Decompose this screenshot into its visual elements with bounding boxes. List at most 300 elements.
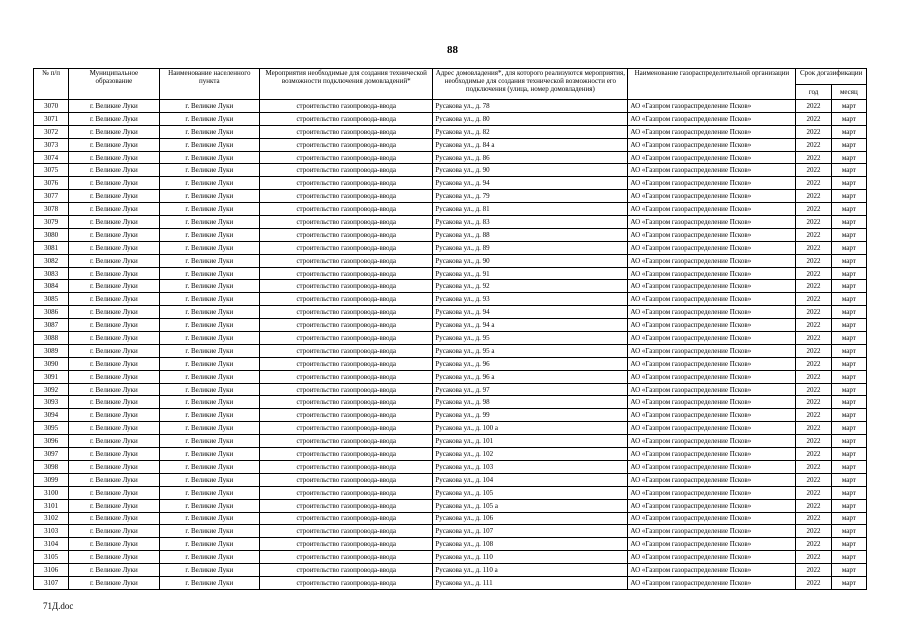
row-year: 2022 <box>796 344 831 357</box>
table-row <box>34 203 867 216</box>
row-settlement: г. Великие Луки <box>159 125 260 138</box>
row-month: март <box>831 525 866 538</box>
table-row <box>34 241 867 254</box>
row-settlement: г. Великие Луки <box>159 112 260 125</box>
row-address: Русакова ул., д. 104 <box>433 473 628 486</box>
row-address: Русакова ул., д. 105 а <box>433 499 628 512</box>
header-organization: Наименование газораспределительной организации <box>628 69 796 100</box>
row-organization: АО «Газпром газораспределение Псков» <box>628 538 796 551</box>
row-address: Русакова ул., д. 108 <box>433 538 628 551</box>
table-row <box>34 125 867 138</box>
row-organization: АО «Газпром газораспределение Псков» <box>628 422 796 435</box>
row-measure: строительство газопровода-ввода <box>260 293 433 306</box>
table-row <box>34 576 867 589</box>
row-municipality: г. Великие Луки <box>69 228 159 241</box>
row-settlement: г. Великие Луки <box>159 164 260 177</box>
row-number: 3096 <box>34 435 69 448</box>
row-address: Русакова ул., д. 106 <box>433 512 628 525</box>
row-municipality: г. Великие Луки <box>69 241 159 254</box>
row-settlement: г. Великие Луки <box>159 280 260 293</box>
row-organization: АО «Газпром газораспределение Псков» <box>628 138 796 151</box>
row-year: 2022 <box>796 100 831 113</box>
row-year: 2022 <box>796 564 831 577</box>
row-number: 3077 <box>34 190 69 203</box>
row-settlement: г. Великие Луки <box>159 190 260 203</box>
row-address: Русакова ул., д. 92 <box>433 280 628 293</box>
row-month: март <box>831 357 866 370</box>
row-measure: строительство газопровода-ввода <box>260 525 433 538</box>
row-number: 3090 <box>34 357 69 370</box>
row-municipality: г. Великие Луки <box>69 383 159 396</box>
row-month: март <box>831 100 866 113</box>
row-number: 3105 <box>34 551 69 564</box>
row-number: 3091 <box>34 370 69 383</box>
table-row <box>34 138 867 151</box>
row-month: март <box>831 538 866 551</box>
row-measure: строительство газопровода-ввода <box>260 512 433 525</box>
row-month: март <box>831 370 866 383</box>
row-month: март <box>831 564 866 577</box>
row-number: 3081 <box>34 241 69 254</box>
row-measure: строительство газопровода-ввода <box>260 306 433 319</box>
row-organization: АО «Газпром газораспределение Псков» <box>628 370 796 383</box>
row-year: 2022 <box>796 151 831 164</box>
row-month: март <box>831 460 866 473</box>
row-month: март <box>831 164 866 177</box>
row-organization: АО «Газпром газораспределение Псков» <box>628 512 796 525</box>
gasification-table <box>33 68 867 590</box>
row-number: 3107 <box>34 576 69 589</box>
row-municipality: г. Великие Луки <box>69 512 159 525</box>
row-year: 2022 <box>796 576 831 589</box>
row-month: март <box>831 486 866 499</box>
row-number: 3097 <box>34 448 69 461</box>
row-settlement: г. Великие Луки <box>159 319 260 332</box>
row-organization: АО «Газпром газораспределение Псков» <box>628 473 796 486</box>
row-address: Русакова ул., д. 99 <box>433 409 628 422</box>
row-address: Русакова ул., д. 97 <box>433 383 628 396</box>
row-organization: АО «Газпром газораспределение Псков» <box>628 551 796 564</box>
row-measure: строительство газопровода-ввода <box>260 383 433 396</box>
row-year: 2022 <box>796 319 831 332</box>
row-year: 2022 <box>796 293 831 306</box>
row-municipality: г. Великие Луки <box>69 344 159 357</box>
row-organization: АО «Газпром газораспределение Псков» <box>628 228 796 241</box>
row-year: 2022 <box>796 409 831 422</box>
row-number: 3076 <box>34 177 69 190</box>
row-organization: АО «Газпром газораспределение Псков» <box>628 344 796 357</box>
row-organization: АО «Газпром газораспределение Псков» <box>628 486 796 499</box>
row-month: март <box>831 177 866 190</box>
row-municipality: г. Великие Луки <box>69 190 159 203</box>
row-settlement: г. Великие Луки <box>159 344 260 357</box>
table-row <box>34 112 867 125</box>
row-month: март <box>831 241 866 254</box>
row-settlement: г. Великие Луки <box>159 486 260 499</box>
row-measure: строительство газопровода-ввода <box>260 332 433 345</box>
row-address: Русакова ул., д. 101 <box>433 435 628 448</box>
row-settlement: г. Великие Луки <box>159 576 260 589</box>
row-measure: строительство газопровода-ввода <box>260 370 433 383</box>
row-number: 3095 <box>34 422 69 435</box>
row-year: 2022 <box>796 370 831 383</box>
row-municipality: г. Великие Луки <box>69 216 159 229</box>
row-organization: АО «Газпром газораспределение Псков» <box>628 383 796 396</box>
row-settlement: г. Великие Луки <box>159 460 260 473</box>
row-measure: строительство газопровода-ввода <box>260 409 433 422</box>
row-address: Русакова ул., д. 94 <box>433 306 628 319</box>
row-municipality: г. Великие Луки <box>69 564 159 577</box>
row-measure: строительство газопровода-ввода <box>260 228 433 241</box>
table-row <box>34 228 867 241</box>
row-settlement: г. Великие Луки <box>159 396 260 409</box>
row-number: 3106 <box>34 564 69 577</box>
row-number: 3074 <box>34 151 69 164</box>
row-organization: АО «Газпром газораспределение Псков» <box>628 151 796 164</box>
row-year: 2022 <box>796 473 831 486</box>
table-row <box>34 100 867 113</box>
row-measure: строительство газопровода-ввода <box>260 499 433 512</box>
row-number: 3101 <box>34 499 69 512</box>
header-settlement: Наименование населенного пункта <box>159 69 260 100</box>
row-number: 3079 <box>34 216 69 229</box>
row-number: 3082 <box>34 254 69 267</box>
row-measure: строительство газопровода-ввода <box>260 125 433 138</box>
row-organization: АО «Газпром газораспределение Псков» <box>628 254 796 267</box>
row-organization: АО «Газпром газораспределение Псков» <box>628 112 796 125</box>
row-municipality: г. Великие Луки <box>69 125 159 138</box>
row-organization: АО «Газпром газораспределение Псков» <box>628 319 796 332</box>
row-number: 3080 <box>34 228 69 241</box>
row-address: Русакова ул., д. 90 <box>433 164 628 177</box>
row-year: 2022 <box>796 216 831 229</box>
header-municipality: Муниципальное образование <box>69 69 159 100</box>
row-measure: строительство газопровода-ввода <box>260 357 433 370</box>
table-row <box>34 448 867 461</box>
row-organization: АО «Газпром газораспределение Псков» <box>628 409 796 422</box>
row-address: Русакова ул., д. 100 а <box>433 422 628 435</box>
table-row <box>34 499 867 512</box>
row-settlement: г. Великие Луки <box>159 151 260 164</box>
header-year: год <box>796 84 831 100</box>
table-row <box>34 254 867 267</box>
row-measure: строительство газопровода-ввода <box>260 319 433 332</box>
row-municipality: г. Великие Луки <box>69 138 159 151</box>
row-organization: АО «Газпром газораспределение Псков» <box>628 280 796 293</box>
row-settlement: г. Великие Луки <box>159 138 260 151</box>
table-row <box>34 151 867 164</box>
row-month: март <box>831 551 866 564</box>
row-settlement: г. Великие Луки <box>159 473 260 486</box>
row-number: 3092 <box>34 383 69 396</box>
row-municipality: г. Великие Луки <box>69 267 159 280</box>
row-settlement: г. Великие Луки <box>159 254 260 267</box>
row-month: март <box>831 125 866 138</box>
table-row <box>34 409 867 422</box>
row-measure: строительство газопровода-ввода <box>260 486 433 499</box>
row-address: Русакова ул., д. 79 <box>433 190 628 203</box>
row-address: Русакова ул., д. 110 а <box>433 564 628 577</box>
row-month: март <box>831 396 866 409</box>
row-settlement: г. Великие Луки <box>159 383 260 396</box>
row-year: 2022 <box>796 190 831 203</box>
row-month: март <box>831 409 866 422</box>
row-month: март <box>831 190 866 203</box>
table-row <box>34 190 867 203</box>
row-settlement: г. Великие Луки <box>159 306 260 319</box>
row-number: 3078 <box>34 203 69 216</box>
row-number: 3102 <box>34 512 69 525</box>
row-settlement: г. Великие Луки <box>159 177 260 190</box>
row-settlement: г. Великие Луки <box>159 293 260 306</box>
page-number: 88 <box>447 44 458 56</box>
table-row <box>34 370 867 383</box>
row-organization: АО «Газпром газораспределение Псков» <box>628 448 796 461</box>
row-year: 2022 <box>796 551 831 564</box>
row-municipality: г. Великие Луки <box>69 280 159 293</box>
row-number: 3086 <box>34 306 69 319</box>
row-number: 3070 <box>34 100 69 113</box>
row-measure: строительство газопровода-ввода <box>260 112 433 125</box>
row-organization: АО «Газпром газораспределение Псков» <box>628 164 796 177</box>
row-settlement: г. Великие Луки <box>159 525 260 538</box>
row-address: Русакова ул., д. 90 <box>433 254 628 267</box>
row-year: 2022 <box>796 254 831 267</box>
table-row <box>34 177 867 190</box>
row-number: 3088 <box>34 332 69 345</box>
row-settlement: г. Великие Луки <box>159 100 260 113</box>
row-settlement: г. Великие Луки <box>159 357 260 370</box>
table-row <box>34 357 867 370</box>
row-settlement: г. Великие Луки <box>159 564 260 577</box>
row-address: Русакова ул., д. 110 <box>433 551 628 564</box>
row-measure: строительство газопровода-ввода <box>260 564 433 577</box>
header-address: Адрес домовладения*, для которого реализуются мероприятия, необходимые для создания технической возможности его подключения (улица, номер домовладения) <box>433 69 628 100</box>
row-municipality: г. Великие Луки <box>69 460 159 473</box>
row-settlement: г. Великие Луки <box>159 422 260 435</box>
row-year: 2022 <box>796 112 831 125</box>
row-settlement: г. Великие Луки <box>159 267 260 280</box>
row-organization: АО «Газпром газораспределение Псков» <box>628 241 796 254</box>
row-measure: строительство газопровода-ввода <box>260 267 433 280</box>
row-measure: строительство газопровода-ввода <box>260 344 433 357</box>
table-row <box>34 396 867 409</box>
row-year: 2022 <box>796 396 831 409</box>
row-year: 2022 <box>796 138 831 151</box>
row-number: 3093 <box>34 396 69 409</box>
row-municipality: г. Великие Луки <box>69 254 159 267</box>
table-body <box>34 100 867 590</box>
header-measures: Мероприятия необходимые для создания технической возможности подключения домовладений* <box>260 69 433 100</box>
row-address: Русакова ул., д. 89 <box>433 241 628 254</box>
row-municipality: г. Великие Луки <box>69 357 159 370</box>
row-municipality: г. Великие Луки <box>69 319 159 332</box>
row-address: Русакова ул., д. 94 <box>433 177 628 190</box>
row-measure: строительство газопровода-ввода <box>260 448 433 461</box>
row-year: 2022 <box>796 332 831 345</box>
row-month: март <box>831 576 866 589</box>
row-number: 3099 <box>34 473 69 486</box>
row-organization: АО «Газпром газораспределение Псков» <box>628 332 796 345</box>
row-number: 3075 <box>34 164 69 177</box>
row-settlement: г. Великие Луки <box>159 332 260 345</box>
table-row <box>34 164 867 177</box>
table-row <box>34 319 867 332</box>
row-organization: АО «Газпром газораспределение Псков» <box>628 216 796 229</box>
row-number: 3084 <box>34 280 69 293</box>
row-month: март <box>831 306 866 319</box>
row-measure: строительство газопровода-ввода <box>260 280 433 293</box>
table-row <box>34 525 867 538</box>
row-address: Русакова ул., д. 111 <box>433 576 628 589</box>
row-year: 2022 <box>796 228 831 241</box>
row-month: март <box>831 151 866 164</box>
row-measure: строительство газопровода-ввода <box>260 473 433 486</box>
row-municipality: г. Великие Луки <box>69 576 159 589</box>
row-address: Русакова ул., д. 86 <box>433 151 628 164</box>
row-measure: строительство газопровода-ввода <box>260 100 433 113</box>
row-municipality: г. Великие Луки <box>69 203 159 216</box>
table-row <box>34 538 867 551</box>
row-number: 3073 <box>34 138 69 151</box>
row-municipality: г. Великие Луки <box>69 473 159 486</box>
row-organization: АО «Газпром газораспределение Псков» <box>628 267 796 280</box>
row-measure: строительство газопровода-ввода <box>260 164 433 177</box>
row-month: март <box>831 254 866 267</box>
row-municipality: г. Великие Луки <box>69 551 159 564</box>
header-num: № п/п <box>34 69 69 100</box>
row-year: 2022 <box>796 125 831 138</box>
row-address: Русакова ул., д. 82 <box>433 125 628 138</box>
row-municipality: г. Великие Луки <box>69 164 159 177</box>
header-month: месяц <box>831 84 866 100</box>
header-term: Срок догазификации <box>796 69 867 85</box>
row-year: 2022 <box>796 164 831 177</box>
table-header <box>34 69 867 100</box>
row-address: Русакова ул., д. 107 <box>433 525 628 538</box>
row-address: Русакова ул., д. 84 а <box>433 138 628 151</box>
row-month: март <box>831 448 866 461</box>
row-year: 2022 <box>796 525 831 538</box>
row-month: март <box>831 344 866 357</box>
row-month: март <box>831 203 866 216</box>
table-row <box>34 216 867 229</box>
row-year: 2022 <box>796 203 831 216</box>
row-settlement: г. Великие Луки <box>159 538 260 551</box>
row-settlement: г. Великие Луки <box>159 241 260 254</box>
row-measure: строительство газопровода-ввода <box>260 190 433 203</box>
row-settlement: г. Великие Луки <box>159 448 260 461</box>
row-settlement: г. Великие Луки <box>159 409 260 422</box>
row-municipality: г. Великие Луки <box>69 499 159 512</box>
row-measure: строительство газопровода-ввода <box>260 551 433 564</box>
row-year: 2022 <box>796 512 831 525</box>
row-month: март <box>831 216 866 229</box>
row-year: 2022 <box>796 499 831 512</box>
row-month: март <box>831 422 866 435</box>
row-number: 3104 <box>34 538 69 551</box>
row-municipality: г. Великие Луки <box>69 525 159 538</box>
row-month: март <box>831 138 866 151</box>
row-address: Русакова ул., д. 95 <box>433 332 628 345</box>
row-year: 2022 <box>796 177 831 190</box>
row-settlement: г. Великие Луки <box>159 370 260 383</box>
row-address: Русакова ул., д. 95 а <box>433 344 628 357</box>
row-organization: АО «Газпром газораспределение Псков» <box>628 203 796 216</box>
row-municipality: г. Великие Луки <box>69 538 159 551</box>
row-measure: строительство газопровода-ввода <box>260 241 433 254</box>
row-settlement: г. Великие Луки <box>159 228 260 241</box>
row-organization: АО «Газпром газораспределение Псков» <box>628 576 796 589</box>
table-row <box>34 564 867 577</box>
row-municipality: г. Великие Луки <box>69 100 159 113</box>
row-organization: АО «Газпром газораспределение Псков» <box>628 177 796 190</box>
table-row <box>34 512 867 525</box>
row-municipality: г. Великие Луки <box>69 151 159 164</box>
row-year: 2022 <box>796 241 831 254</box>
row-address: Русакова ул., д. 91 <box>433 267 628 280</box>
table-row <box>34 383 867 396</box>
row-month: март <box>831 473 866 486</box>
row-settlement: г. Великие Луки <box>159 435 260 448</box>
row-measure: строительство газопровода-ввода <box>260 460 433 473</box>
table-row <box>34 422 867 435</box>
row-address: Русакова ул., д. 80 <box>433 112 628 125</box>
row-year: 2022 <box>796 357 831 370</box>
row-number: 3083 <box>34 267 69 280</box>
row-measure: строительство газопровода-ввода <box>260 576 433 589</box>
row-month: март <box>831 228 866 241</box>
row-number: 3071 <box>34 112 69 125</box>
table-row <box>34 435 867 448</box>
row-address: Русакова ул., д. 102 <box>433 448 628 461</box>
row-measure: строительство газопровода-ввода <box>260 422 433 435</box>
row-organization: АО «Газпром газораспределение Псков» <box>628 499 796 512</box>
table-row <box>34 551 867 564</box>
row-month: март <box>831 383 866 396</box>
table-row <box>34 473 867 486</box>
row-municipality: г. Великие Луки <box>69 396 159 409</box>
row-number: 3094 <box>34 409 69 422</box>
table-row <box>34 293 867 306</box>
row-address: Русакова ул., д. 98 <box>433 396 628 409</box>
row-year: 2022 <box>796 486 831 499</box>
row-number: 3098 <box>34 460 69 473</box>
row-organization: АО «Газпром газораспределение Псков» <box>628 306 796 319</box>
row-month: март <box>831 112 866 125</box>
row-organization: АО «Газпром газораспределение Псков» <box>628 460 796 473</box>
row-year: 2022 <box>796 306 831 319</box>
row-number: 3085 <box>34 293 69 306</box>
row-address: Русакова ул., д. 96 <box>433 357 628 370</box>
table-row <box>34 306 867 319</box>
row-address: Русакова ул., д. 83 <box>433 216 628 229</box>
row-measure: строительство газопровода-ввода <box>260 396 433 409</box>
table-row <box>34 332 867 345</box>
row-month: март <box>831 499 866 512</box>
row-measure: строительство газопровода-ввода <box>260 203 433 216</box>
row-organization: АО «Газпром газораспределение Псков» <box>628 396 796 409</box>
row-organization: АО «Газпром газораспределение Псков» <box>628 190 796 203</box>
row-organization: АО «Газпром газораспределение Псков» <box>628 435 796 448</box>
row-month: март <box>831 319 866 332</box>
row-measure: строительство газопровода-ввода <box>260 138 433 151</box>
row-year: 2022 <box>796 422 831 435</box>
row-year: 2022 <box>796 435 831 448</box>
row-organization: АО «Газпром газораспределение Псков» <box>628 357 796 370</box>
row-address: Русакова ул., д. 78 <box>433 100 628 113</box>
row-month: март <box>831 267 866 280</box>
